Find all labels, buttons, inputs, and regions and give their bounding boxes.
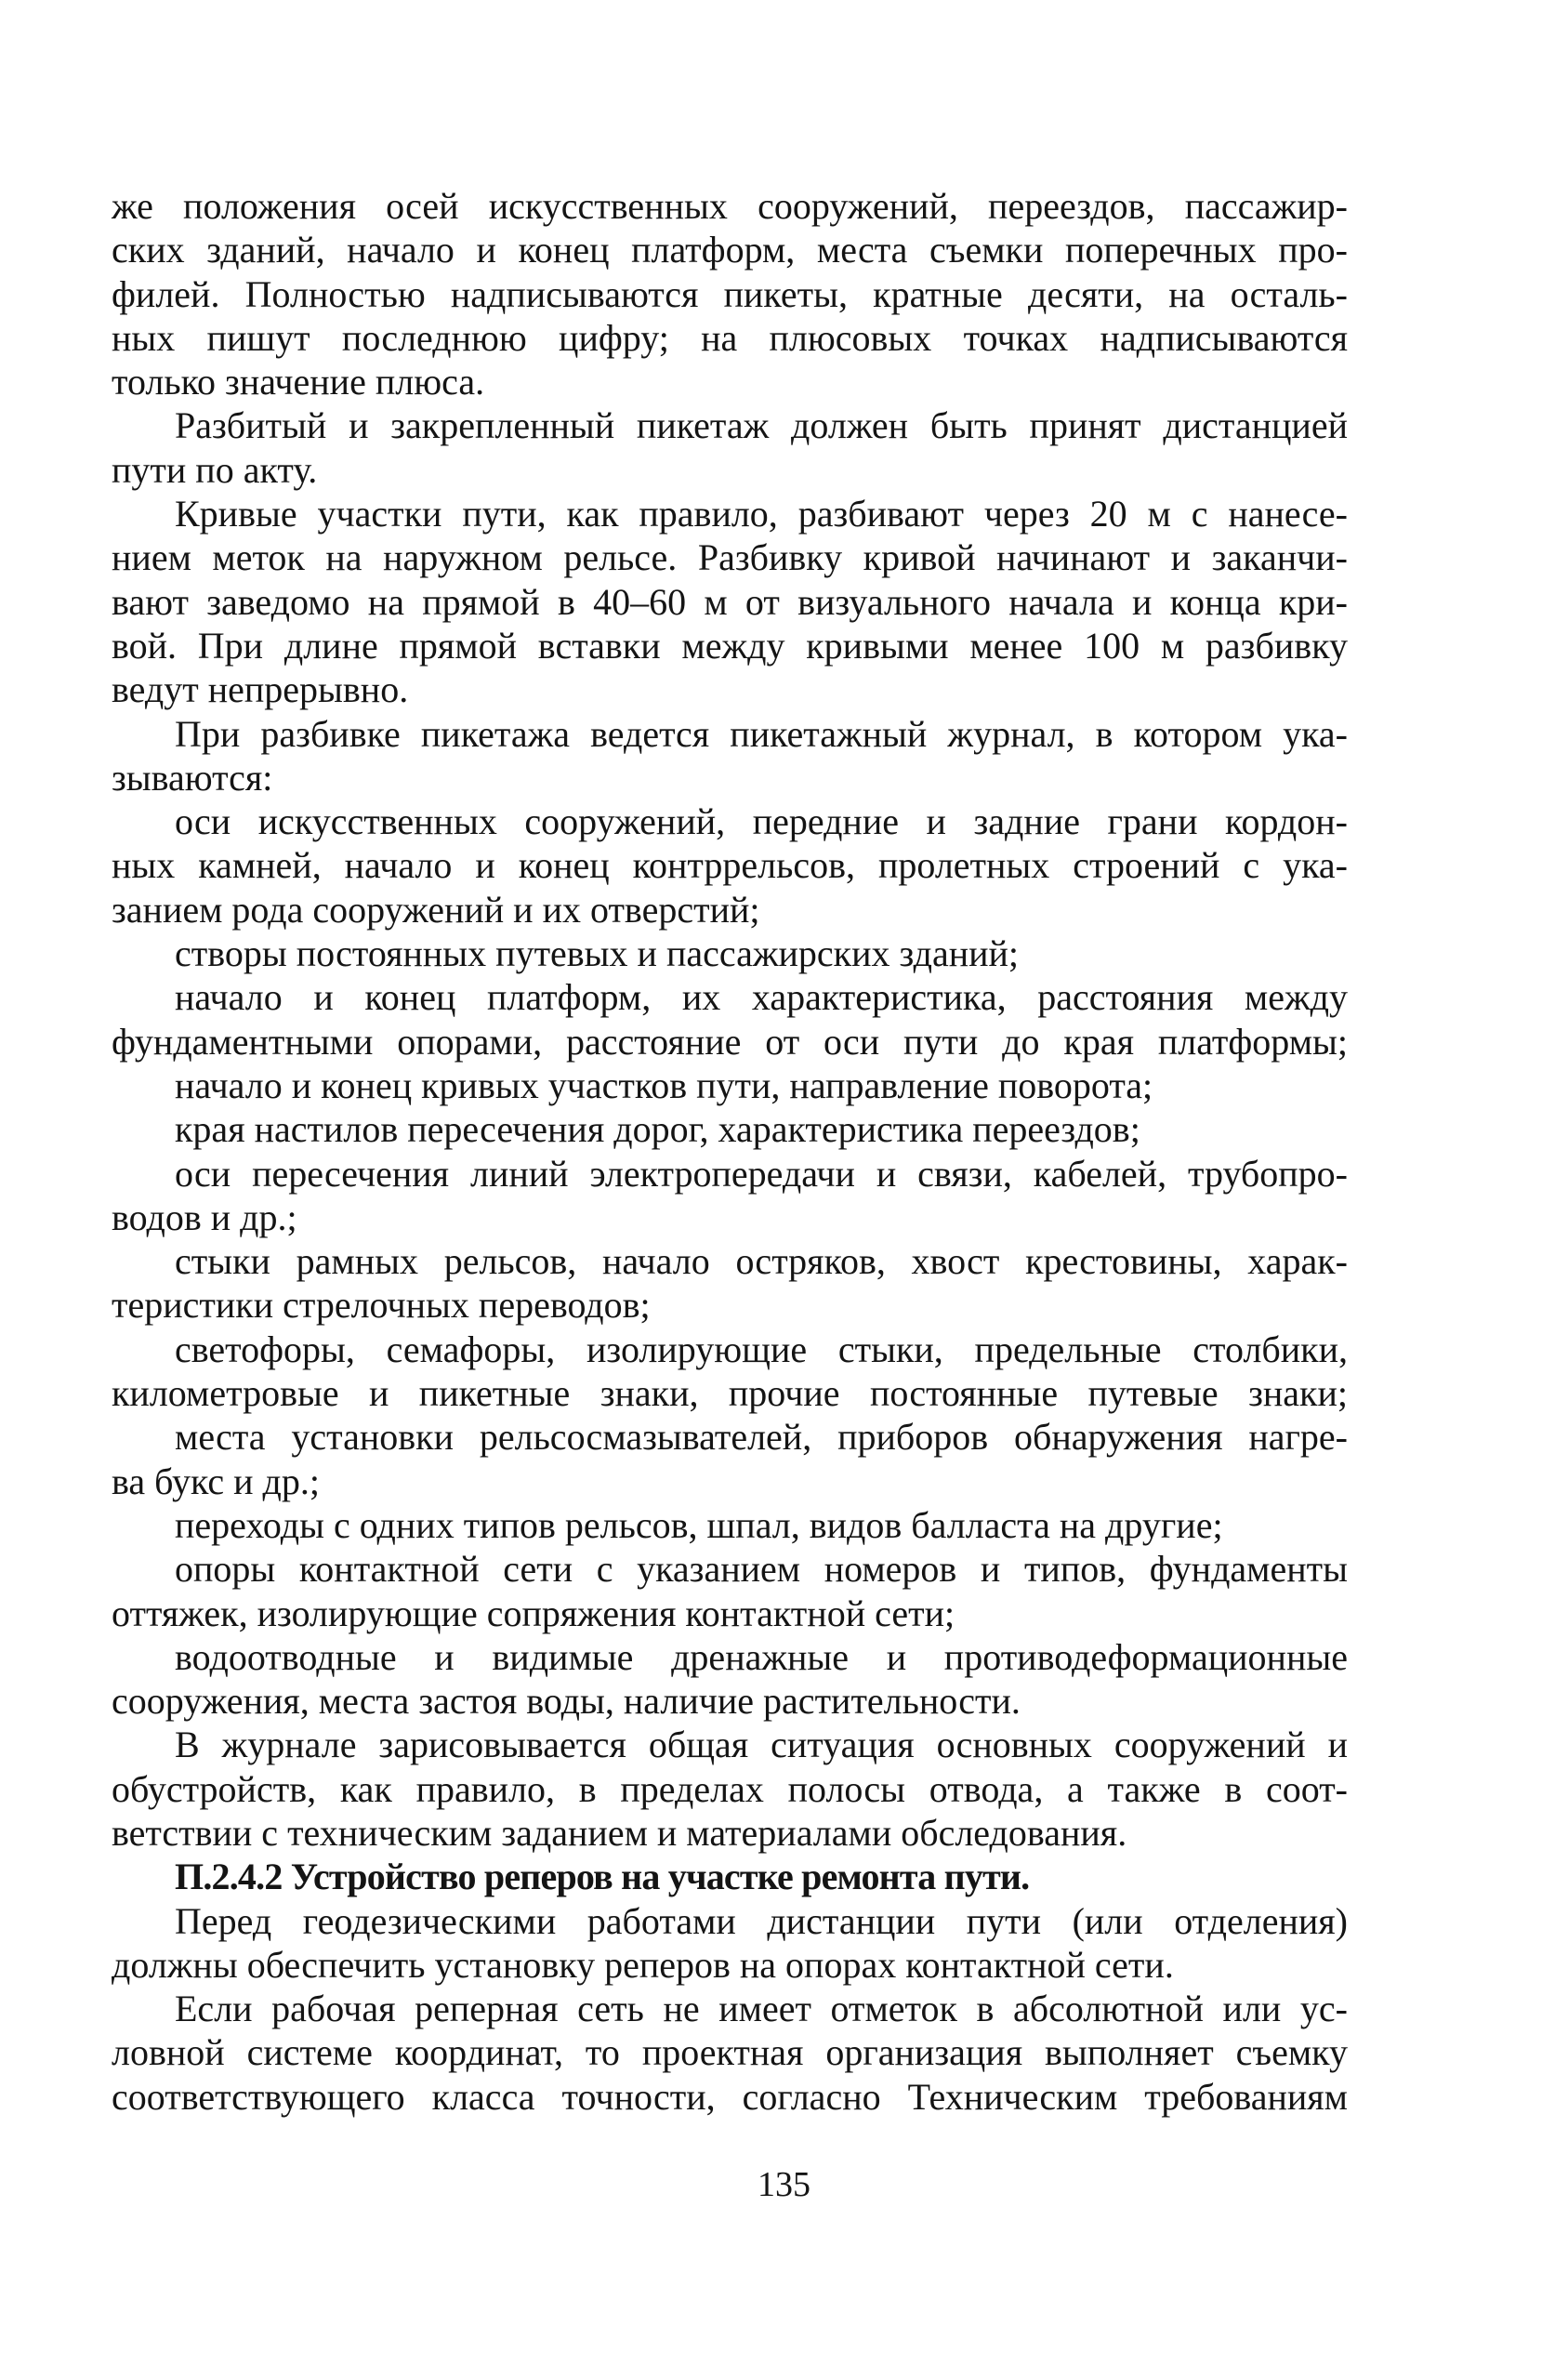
paragraph-first-line: Кривые участки пути, как правило, разбивают через 20 м с нанесе-	[175, 493, 1348, 535]
page-number: 135	[758, 2165, 810, 2204]
list-item-first-line: створы постоянных путевых и пассажирских зданий;	[175, 932, 1020, 975]
list-item-first-line: опоры контактной сети с указанием номеров и типов, фундаменты	[175, 1548, 1348, 1591]
text-line: вают заведомо на прямой в 40–60 м от визуального начала и конца кри-	[112, 580, 1348, 623]
text-line: фундаментными опорами, расстояние от оси пути до края платформы;	[112, 1020, 1348, 1063]
list-item-first-line: оси искусственных сооружений, передние и задние грани кордон-	[175, 800, 1348, 843]
text-line: ва букс и др.;	[112, 1460, 321, 1502]
text-line: соответствующего класса точности, согласно Техническим требованиям	[112, 2075, 1348, 2118]
text-line: километровые и пикетные знаки, прочие постоянные путевые знаки;	[112, 1372, 1348, 1415]
paragraph-first-line: Если рабочая реперная сеть не имеет отметок в абсолютной или ус-	[175, 1988, 1348, 2030]
text-line: ных камней, начало и конец контррельсов, пролетных строений с ука-	[112, 844, 1348, 887]
list-item-first-line: оси пересечения линий электропередачи и связи, кабелей, трубопро-	[175, 1152, 1348, 1195]
text-line: ведут непрерывно.	[112, 668, 409, 711]
section-heading: П.2.4.2 Устройство реперов на участке ремонта пути.	[175, 1856, 1030, 1898]
text-line: теристики стрелочных переводов;	[112, 1284, 651, 1327]
text-line: оттяжек, изолирующие сопряжения контактной сети;	[112, 1592, 955, 1634]
list-item-first-line: начало и конец кривых участков пути, направление поворота;	[175, 1064, 1153, 1106]
text-line: обустройств, как правило, в пределах полосы отвода, а также в соот-	[112, 1767, 1348, 1810]
paragraph-first-line: При разбивке пикетажа ведется пикетажный журнал, в котором ука-	[175, 712, 1348, 755]
paragraph-first-line: В журнале зарисовывается общая ситуация основных сооружений и	[175, 1724, 1348, 1766]
text-line: ских зданий, начало и конец платформ, места съемки поперечных про-	[112, 229, 1348, 271]
text-line: должны обеспечить установку реперов на опорах контактной сети.	[112, 1943, 1174, 1986]
list-item-first-line: начало и конец платформ, их характеристика, расстояния между	[175, 976, 1348, 1019]
text-line: ловной системе координат, то проектная организация выполняет съемку	[112, 2031, 1348, 2074]
text-line: нием меток на наружном рельсе. Разбивку кривой начинают и заканчи-	[112, 536, 1348, 579]
text-line: сооружения, места застоя воды, наличие растительности.	[112, 1680, 1021, 1723]
paragraph-first-line: Перед геодезическими работами дистанции пути (или отделения)	[175, 1899, 1348, 1942]
list-item-first-line: места установки рельсосмазывателей, приборов обнаружения нагре-	[175, 1416, 1348, 1459]
text-line: ветствии с техническим заданием и материалами обследования.	[112, 1811, 1127, 1854]
text-line: зываются:	[112, 756, 273, 799]
text-line: водов и др.;	[112, 1196, 297, 1238]
text-line: только значение плюса.	[112, 361, 485, 403]
text-line: вой. При длине прямой вставки между кривыми менее 100 м разбивку	[112, 624, 1348, 667]
text-line: же положения осей искусственных сооружений, переездов, пассажир-	[112, 185, 1348, 227]
list-item-first-line: светофоры, семафоры, изолирующие стыки, предельные столбики,	[175, 1328, 1348, 1370]
text-line: ных пишут последнюю цифру; на плюсовых точках надписываются	[112, 316, 1348, 359]
list-item-first-line: края настилов пересечения дорог, характеристика переездов;	[175, 1108, 1140, 1151]
list-item-first-line: переходы с одних типов рельсов, шпал, видов балласта на другие;	[175, 1503, 1223, 1546]
text-line: филей. Полностью надписываются пикеты, кратные десяти, на осталь-	[112, 272, 1348, 315]
list-item-first-line: стыки рамных рельсов, начало остряков, хвост крестовины, харак-	[175, 1240, 1348, 1283]
list-item-first-line: водоотводные и видимые дренажные и противодеформационные	[175, 1635, 1348, 1678]
document-body	[112, 184, 1348, 2119]
paragraph-first-line: Разбитый и закрепленный пикетаж должен быть принят дистанцией	[175, 404, 1348, 447]
text-line: занием рода сооружений и их отверстий;	[112, 888, 760, 931]
text-line: пути по акту.	[112, 448, 318, 491]
